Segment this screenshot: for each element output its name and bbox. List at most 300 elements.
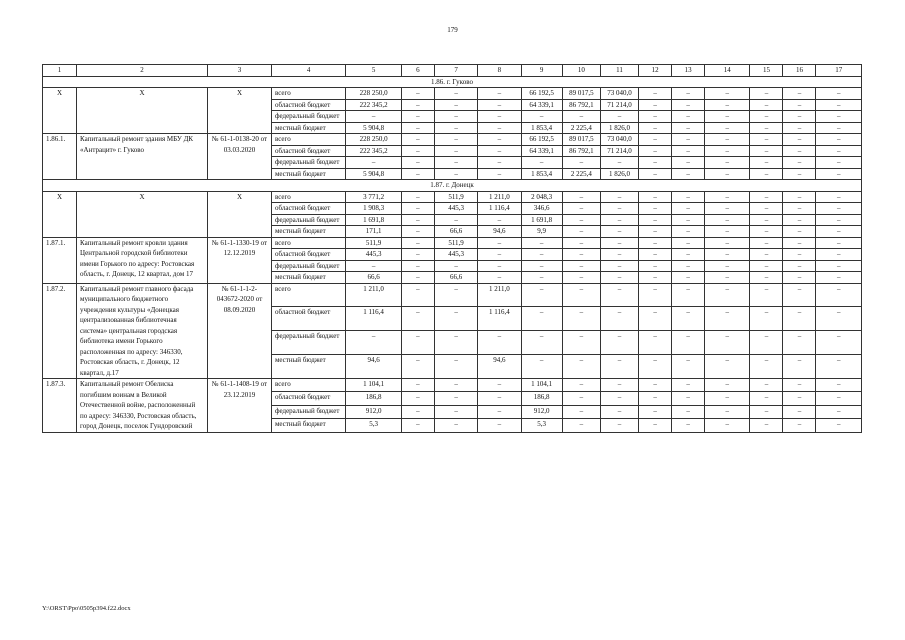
value-cell: – — [562, 405, 600, 418]
value-cell: – — [600, 260, 638, 272]
value-cell: 64 339,1 — [521, 99, 562, 111]
value-cell: – — [434, 331, 477, 355]
value-cell: – — [672, 122, 705, 134]
value-cell: – — [783, 419, 816, 432]
value-cell: – — [705, 272, 750, 284]
value-cell: – — [639, 405, 672, 418]
value-cell: – — [401, 226, 434, 238]
value-cell: 5,3 — [521, 419, 562, 432]
value-cell: 94,6 — [346, 355, 402, 379]
value-cell: – — [521, 111, 562, 123]
value-cell: – — [562, 419, 600, 432]
value-cell: – — [639, 379, 672, 392]
value-cell: – — [783, 168, 816, 180]
value-cell: – — [783, 88, 816, 100]
value-cell: – — [562, 272, 600, 284]
value-cell: – — [401, 331, 434, 355]
value-cell: – — [705, 419, 750, 432]
value-cell: – — [401, 379, 434, 392]
funding-source: местный бюджет — [271, 272, 345, 284]
value-cell: – — [562, 157, 600, 169]
value-cell: – — [816, 134, 862, 146]
value-cell: – — [750, 419, 783, 432]
value-cell: – — [639, 249, 672, 261]
value-cell: – — [705, 355, 750, 379]
value-cell: – — [639, 260, 672, 272]
value-cell: 1 826,0 — [600, 122, 638, 134]
value-cell: – — [783, 379, 816, 392]
funding-source: местный бюджет — [271, 226, 345, 238]
column-number: 12 — [639, 65, 672, 77]
value-cell: – — [521, 355, 562, 379]
value-cell: – — [639, 283, 672, 307]
value-cell: – — [434, 260, 477, 272]
value-cell: – — [521, 331, 562, 355]
item-number: X — [43, 88, 77, 134]
value-cell: – — [562, 111, 600, 123]
value-cell: – — [750, 157, 783, 169]
value-cell: 1 826,0 — [600, 168, 638, 180]
value-cell: – — [639, 122, 672, 134]
value-cell: – — [783, 405, 816, 418]
value-cell: – — [672, 419, 705, 432]
value-cell: – — [672, 355, 705, 379]
value-cell: 1 908,3 — [346, 203, 402, 215]
value-cell: 73 040,0 — [600, 88, 638, 100]
value-cell: – — [750, 237, 783, 249]
value-cell: – — [521, 157, 562, 169]
value-cell: – — [639, 307, 672, 331]
column-number: 3 — [208, 65, 272, 77]
value-cell: – — [639, 88, 672, 100]
value-cell: 9,9 — [521, 226, 562, 238]
value-cell: – — [705, 157, 750, 169]
item-number: X — [43, 191, 77, 237]
value-cell: – — [639, 168, 672, 180]
item-number: 1.87.2. — [43, 283, 77, 379]
value-cell: 511,9 — [346, 237, 402, 249]
table-row — [43, 134, 862, 146]
value-cell: 1 691,8 — [346, 214, 402, 226]
value-cell: 445,3 — [434, 249, 477, 261]
value-cell: – — [600, 157, 638, 169]
value-cell: – — [816, 355, 862, 379]
value-cell: – — [562, 392, 600, 405]
value-cell: – — [783, 99, 816, 111]
value-cell: – — [434, 157, 477, 169]
item-name: Капитальный ремонт Обелиска погибшим воинам в Великой Отечественной войне, расположенный по адресу: 346330, Ростовская область, город Донецк, поселок Гундоровский — [77, 379, 208, 433]
column-number: 9 — [521, 65, 562, 77]
value-cell: – — [434, 283, 477, 307]
table-row — [43, 237, 862, 249]
value-cell: – — [672, 134, 705, 146]
value-cell: – — [816, 260, 862, 272]
value-cell: – — [478, 168, 521, 180]
value-cell: 94,6 — [478, 355, 521, 379]
column-number-row — [43, 65, 862, 77]
value-cell: – — [750, 203, 783, 215]
section-header-row — [43, 180, 862, 192]
value-cell: – — [600, 191, 638, 203]
value-cell: – — [672, 145, 705, 157]
column-number: 13 — [672, 65, 705, 77]
value-cell: – — [562, 249, 600, 261]
value-cell: – — [401, 134, 434, 146]
value-cell: – — [705, 168, 750, 180]
value-cell: – — [672, 392, 705, 405]
value-cell: – — [783, 122, 816, 134]
value-cell: 1 211,0 — [478, 191, 521, 203]
value-cell: – — [478, 249, 521, 261]
value-cell: 1 211,0 — [346, 283, 402, 307]
value-cell: 222 345,2 — [346, 99, 402, 111]
item-name: Капитальный ремонт главного фасада муниципального бюджетного учреждения культуры «Донецкая централизованная библиотечная система» центральная городская библиотека имени Горького расположенная по адресу: 346330, Ростовская область, г. Донецк, 12 квартал, д.17 — [77, 283, 208, 379]
value-cell: – — [639, 145, 672, 157]
value-cell: – — [783, 249, 816, 261]
value-cell: – — [672, 331, 705, 355]
table-row — [43, 88, 862, 100]
value-cell: – — [639, 157, 672, 169]
value-cell: – — [562, 203, 600, 215]
funding-source: областной бюджет — [271, 145, 345, 157]
value-cell: – — [672, 99, 705, 111]
value-cell: – — [562, 214, 600, 226]
value-cell: – — [750, 111, 783, 123]
value-cell: 171,1 — [346, 226, 402, 238]
value-cell: 71 214,0 — [600, 99, 638, 111]
value-cell: 1 853,4 — [521, 122, 562, 134]
value-cell: – — [478, 88, 521, 100]
value-cell: – — [750, 283, 783, 307]
value-cell: – — [816, 405, 862, 418]
value-cell: – — [639, 203, 672, 215]
value-cell: 64 339,1 — [521, 145, 562, 157]
funding-source: федеральный бюджет — [271, 331, 345, 355]
value-cell: 66 192,5 — [521, 88, 562, 100]
value-cell: – — [816, 122, 862, 134]
value-cell: 1 116,4 — [346, 307, 402, 331]
value-cell: – — [521, 272, 562, 284]
value-cell: 346,6 — [521, 203, 562, 215]
value-cell: – — [562, 283, 600, 307]
value-cell: – — [600, 283, 638, 307]
value-cell: – — [750, 260, 783, 272]
value-cell: 912,0 — [521, 405, 562, 418]
value-cell: – — [639, 99, 672, 111]
value-cell: – — [600, 214, 638, 226]
value-cell: – — [783, 331, 816, 355]
value-cell: – — [816, 283, 862, 307]
value-cell: 71 214,0 — [600, 145, 638, 157]
value-cell: – — [672, 111, 705, 123]
funding-source: местный бюджет — [271, 168, 345, 180]
value-cell: 186,8 — [346, 392, 402, 405]
funding-source: всего — [271, 191, 345, 203]
funding-source: федеральный бюджет — [271, 157, 345, 169]
value-cell: – — [672, 203, 705, 215]
item-number: 1.87.3. — [43, 379, 77, 433]
value-cell: – — [705, 99, 750, 111]
value-cell: – — [639, 237, 672, 249]
table-row — [43, 283, 862, 307]
value-cell: – — [639, 191, 672, 203]
value-cell: 86 792,1 — [562, 99, 600, 111]
value-cell: – — [639, 226, 672, 238]
value-cell: – — [783, 260, 816, 272]
value-cell: – — [816, 88, 862, 100]
value-cell: – — [783, 392, 816, 405]
value-cell: – — [750, 249, 783, 261]
value-cell: – — [672, 379, 705, 392]
funding-source: всего — [271, 88, 345, 100]
value-cell: – — [639, 214, 672, 226]
value-cell: 228 250,0 — [346, 88, 402, 100]
value-cell: – — [434, 122, 477, 134]
value-cell: 66 192,5 — [521, 134, 562, 146]
value-cell: – — [562, 237, 600, 249]
value-cell: – — [434, 134, 477, 146]
value-cell: – — [478, 405, 521, 418]
value-cell: – — [478, 392, 521, 405]
value-cell: – — [750, 331, 783, 355]
value-cell: – — [750, 355, 783, 379]
item-document: № 61-1-0138-20 от 03.03.2020 — [208, 134, 272, 180]
value-cell: – — [401, 355, 434, 379]
value-cell: – — [521, 260, 562, 272]
value-cell: – — [478, 331, 521, 355]
funding-source: федеральный бюджет — [271, 405, 345, 418]
value-cell: – — [346, 111, 402, 123]
value-cell: – — [478, 237, 521, 249]
value-cell: – — [478, 379, 521, 392]
value-cell: – — [478, 99, 521, 111]
value-cell: – — [434, 355, 477, 379]
value-cell: – — [478, 157, 521, 169]
value-cell: – — [750, 145, 783, 157]
value-cell: – — [639, 392, 672, 405]
value-cell: 445,3 — [434, 203, 477, 215]
value-cell: – — [816, 379, 862, 392]
value-cell: – — [600, 355, 638, 379]
value-cell: 1 691,8 — [521, 214, 562, 226]
funding-source: областной бюджет — [271, 249, 345, 261]
value-cell: – — [600, 237, 638, 249]
value-cell: 1 853,4 — [521, 168, 562, 180]
value-cell: – — [816, 168, 862, 180]
value-cell: 511,9 — [434, 237, 477, 249]
value-cell: 228 250,0 — [346, 134, 402, 146]
value-cell: – — [705, 203, 750, 215]
funding-source: областной бюджет — [271, 307, 345, 331]
value-cell: – — [639, 272, 672, 284]
value-cell: – — [346, 260, 402, 272]
value-cell: – — [816, 237, 862, 249]
value-cell: – — [434, 214, 477, 226]
value-cell: – — [478, 111, 521, 123]
value-cell: 89 017,5 — [562, 134, 600, 146]
section-title: 1.87. г. Донецк — [43, 180, 862, 192]
value-cell: – — [705, 331, 750, 355]
value-cell: – — [705, 260, 750, 272]
funding-source: федеральный бюджет — [271, 260, 345, 272]
value-cell: – — [639, 134, 672, 146]
column-number: 7 — [434, 65, 477, 77]
value-cell: – — [783, 157, 816, 169]
value-cell: – — [816, 203, 862, 215]
value-cell: – — [521, 283, 562, 307]
value-cell: – — [783, 237, 816, 249]
value-cell: – — [401, 214, 434, 226]
value-cell: – — [401, 419, 434, 432]
value-cell: 86 792,1 — [562, 145, 600, 157]
value-cell: 89 017,5 — [562, 88, 600, 100]
value-cell: – — [750, 379, 783, 392]
funding-source: федеральный бюджет — [271, 214, 345, 226]
value-cell: – — [672, 226, 705, 238]
value-cell: – — [434, 307, 477, 331]
value-cell: – — [705, 307, 750, 331]
funding-source: всего — [271, 237, 345, 249]
value-cell: – — [600, 272, 638, 284]
value-cell: 2 225,4 — [562, 168, 600, 180]
value-cell: – — [600, 111, 638, 123]
value-cell: – — [346, 331, 402, 355]
table-row — [43, 379, 862, 392]
value-cell: – — [639, 111, 672, 123]
value-cell: – — [401, 203, 434, 215]
item-number: 1.87.1. — [43, 237, 77, 283]
value-cell: – — [816, 392, 862, 405]
value-cell: – — [521, 237, 562, 249]
value-cell: – — [705, 122, 750, 134]
funding-source: местный бюджет — [271, 355, 345, 379]
value-cell: – — [750, 392, 783, 405]
value-cell: – — [672, 237, 705, 249]
value-cell: – — [672, 283, 705, 307]
item-name: Капитальный ремонт кровли здания Центральной городской библиотеки имени Горького по адресу: Ростовская область, г. Донецк, 12 квартал, дом 17 — [77, 237, 208, 283]
value-cell: 222 345,2 — [346, 145, 402, 157]
value-cell: – — [816, 191, 862, 203]
value-cell: – — [672, 191, 705, 203]
value-cell: 1 116,4 — [478, 203, 521, 215]
value-cell: – — [705, 405, 750, 418]
value-cell: – — [783, 307, 816, 331]
funding-source: всего — [271, 379, 345, 392]
value-cell: – — [434, 168, 477, 180]
value-cell: – — [750, 272, 783, 284]
value-cell: 1 104,1 — [346, 379, 402, 392]
value-cell: – — [672, 405, 705, 418]
value-cell: – — [672, 168, 705, 180]
value-cell: 2 048,3 — [521, 191, 562, 203]
value-cell: – — [401, 168, 434, 180]
value-cell: – — [672, 260, 705, 272]
value-cell: – — [672, 272, 705, 284]
value-cell: – — [705, 134, 750, 146]
item-name: Капитальный ремонт здания МБУ ДК «Антрацит» г. Гуково — [77, 134, 208, 180]
value-cell: – — [401, 122, 434, 134]
value-cell: – — [478, 272, 521, 284]
value-cell: – — [672, 249, 705, 261]
item-document: № 61-1-1330-19 от 12.12.2019 — [208, 237, 272, 283]
value-cell: – — [783, 355, 816, 379]
column-number: 2 — [77, 65, 208, 77]
value-cell: – — [705, 392, 750, 405]
value-cell: – — [783, 191, 816, 203]
value-cell: – — [750, 99, 783, 111]
value-cell: – — [401, 237, 434, 249]
value-cell: – — [672, 307, 705, 331]
value-cell: – — [562, 226, 600, 238]
value-cell: – — [401, 260, 434, 272]
value-cell: – — [783, 272, 816, 284]
value-cell: – — [783, 203, 816, 215]
value-cell: – — [750, 88, 783, 100]
value-cell: – — [600, 307, 638, 331]
page-number: 179 — [447, 26, 458, 34]
funding-source: федеральный бюджет — [271, 111, 345, 123]
column-number: 4 — [271, 65, 345, 77]
value-cell: – — [478, 145, 521, 157]
value-cell: – — [346, 157, 402, 169]
value-cell: – — [783, 134, 816, 146]
value-cell: – — [478, 122, 521, 134]
file-path-footer: Y:\ORST\Ppo\0505p394.f22.docx — [42, 605, 131, 612]
value-cell: – — [783, 111, 816, 123]
value-cell: – — [434, 379, 477, 392]
value-cell: – — [401, 249, 434, 261]
funding-source: местный бюджет — [271, 419, 345, 432]
column-number: 14 — [705, 65, 750, 77]
value-cell: 1 104,1 — [521, 379, 562, 392]
value-cell: – — [478, 260, 521, 272]
value-cell: – — [401, 307, 434, 331]
item-document: № 61-1-1408-19 от 23.12.2019 — [208, 379, 272, 433]
value-cell: 66,6 — [434, 226, 477, 238]
value-cell: – — [562, 331, 600, 355]
value-cell: – — [672, 214, 705, 226]
value-cell: – — [562, 379, 600, 392]
value-cell: – — [750, 134, 783, 146]
column-number: 8 — [478, 65, 521, 77]
value-cell: 66,6 — [434, 272, 477, 284]
item-name: X — [77, 191, 208, 237]
value-cell: – — [521, 307, 562, 331]
value-cell: – — [672, 88, 705, 100]
value-cell: – — [600, 419, 638, 432]
value-cell: – — [434, 419, 477, 432]
funding-source: всего — [271, 283, 345, 307]
column-number: 5 — [346, 65, 402, 77]
table-row — [43, 191, 862, 203]
value-cell: – — [672, 157, 705, 169]
value-cell: 1 211,0 — [478, 283, 521, 307]
value-cell: – — [478, 214, 521, 226]
value-cell: – — [478, 419, 521, 432]
value-cell: – — [816, 272, 862, 284]
column-number: 6 — [401, 65, 434, 77]
column-number: 17 — [816, 65, 862, 77]
value-cell: – — [434, 88, 477, 100]
value-cell: – — [434, 145, 477, 157]
value-cell: – — [783, 214, 816, 226]
value-cell: 5 904,8 — [346, 122, 402, 134]
value-cell: – — [600, 392, 638, 405]
value-cell: – — [750, 405, 783, 418]
value-cell: – — [816, 111, 862, 123]
section-header-row — [43, 76, 862, 88]
value-cell: – — [750, 191, 783, 203]
